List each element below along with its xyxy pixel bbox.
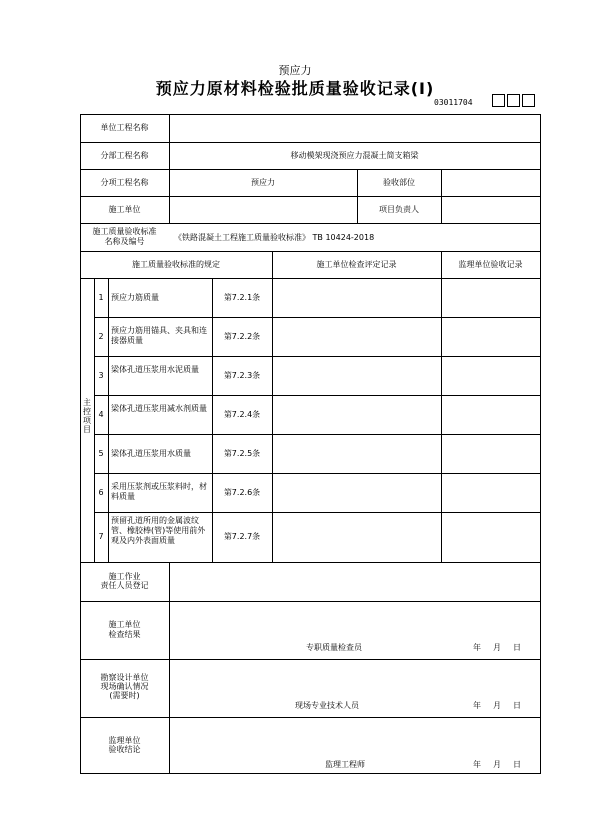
survey-month-label: 月: [493, 701, 501, 710]
item-1-number: 1: [98, 293, 104, 302]
construction-day-label: 日: [513, 643, 521, 652]
supervision-label-line1: 监理单位: [108, 736, 141, 745]
form-code: 03011704: [434, 98, 473, 107]
item-7-number: 7: [98, 532, 104, 541]
survey-design-label-line2: 现场确认情况: [100, 682, 149, 691]
construction-result-field[interactable]: [172, 604, 538, 634]
item-5-number: 5: [98, 449, 104, 458]
acceptance-part-label: 验收部位: [383, 178, 415, 187]
survey-year-label: 年: [473, 701, 481, 710]
item-6-supervision-record[interactable]: [443, 475, 538, 511]
item-6-construction-check[interactable]: [274, 475, 439, 511]
item-5-supervision-record[interactable]: [443, 436, 538, 472]
item-4-clause: 第7.2.4条: [223, 410, 261, 419]
item-1-clause: 第7.2.1条: [223, 293, 261, 302]
supervision-record-header: 监理单位验收记录: [458, 260, 523, 269]
item-5-clause: 第7.2.5条: [223, 449, 261, 458]
construction-result-label-line1: 施工单位: [108, 620, 141, 629]
item-1-supervision-record[interactable]: [443, 280, 538, 316]
sub-project-label: 分部工程名称: [100, 151, 149, 160]
supervision-label-line2: 验收结论: [108, 745, 141, 754]
spec-column-header: 施工质量验收标准的规定: [132, 260, 220, 269]
supervision-conclusion-field[interactable]: [172, 720, 538, 750]
supervision-engineer-label: 监理工程师: [325, 760, 365, 769]
construction-month-label: 月: [493, 643, 501, 652]
supervision-year-label: 年: [473, 760, 481, 769]
item-1-text: 预应力筋质量: [111, 293, 159, 302]
item-2-supervision-record[interactable]: [443, 319, 538, 355]
form-category: 预应力: [278, 64, 312, 77]
item-3-construction-check[interactable]: [274, 358, 439, 394]
item-6-text: 采用压浆剂或压浆料时，材料质量: [111, 482, 207, 501]
unit-project-label: 单位工程名称: [100, 123, 149, 132]
construction-year-label: 年: [473, 643, 481, 652]
item-project-label: 分项工程名称: [100, 178, 149, 187]
item-4-text: 梁体孔道压浆用减水剂质量: [111, 404, 207, 413]
standard-label-line1: 施工质量验收标准: [92, 227, 157, 236]
standard-value: 《铁路混凝土工程施工质量验收标准》 TB 10424-2018: [174, 233, 375, 242]
item-4-construction-check[interactable]: [274, 397, 439, 433]
survey-day-label: 日: [513, 701, 521, 710]
item-7-text: 预留孔道所用的金属波纹管、橡胶棒(管)等使用前外观及内外表面质量: [111, 516, 206, 545]
item-3-number: 3: [98, 371, 104, 380]
project-leader-label: 项目负责人: [379, 205, 419, 214]
item-3-supervision-record[interactable]: [443, 358, 538, 394]
item-2-construction-check[interactable]: [274, 319, 439, 355]
sub-project-field[interactable]: 移动模架现浇预应力混凝土简支箱梁: [290, 151, 419, 160]
item-6-clause: 第7.2.6条: [223, 488, 261, 497]
site-technician-label: 现场专业技术人员: [295, 701, 359, 710]
standard-label-line2: 名称及编号: [104, 237, 145, 246]
quality-inspector-label: 专职质量检查员: [306, 643, 362, 652]
supervision-month-label: 月: [493, 760, 501, 769]
survey-design-label-line1: 勘察设计单位: [100, 673, 149, 682]
item-7-construction-check[interactable]: [274, 514, 439, 560]
construction-unit-label: 施工单位: [108, 205, 141, 214]
item-2-text: 预应力筋用锚具、夹具和连接器质量: [111, 326, 207, 345]
item-3-clause: 第7.2.3条: [223, 371, 261, 380]
item-6-number: 6: [98, 488, 104, 497]
item-5-construction-check[interactable]: [274, 436, 439, 472]
survey-design-field[interactable]: [172, 662, 538, 692]
item-3-text: 梁体孔道压浆用水泥质量: [111, 365, 199, 374]
item-7-clause: 第7.2.7条: [223, 532, 261, 541]
construction-result-label-line2: 检查结果: [108, 630, 141, 639]
item-2-number: 2: [98, 332, 104, 341]
item-project-field[interactable]: 预应力: [251, 178, 275, 187]
item-4-supervision-record[interactable]: [443, 397, 538, 433]
form-title: 预应力原材料检验批质量验收记录(Ⅰ): [155, 79, 435, 98]
item-5-text: 梁体孔道压浆用水质量: [111, 449, 191, 458]
construction-check-header: 施工单位检查评定记录: [316, 260, 397, 269]
supervision-day-label: 日: [513, 760, 521, 769]
main-control-label: 主控项目: [83, 398, 91, 434]
item-1-construction-check[interactable]: [274, 280, 439, 316]
worker-registry-label-line1: 施工作业: [108, 572, 141, 581]
item-2-clause: 第7.2.2条: [223, 332, 261, 341]
item-7-supervision-record[interactable]: [443, 514, 538, 560]
worker-registry-label-line2: 责任人员登记: [100, 581, 149, 590]
worker-registry-field[interactable]: [172, 565, 538, 599]
survey-design-label-line3: (需要时): [109, 691, 140, 700]
item-4-number: 4: [98, 410, 104, 419]
